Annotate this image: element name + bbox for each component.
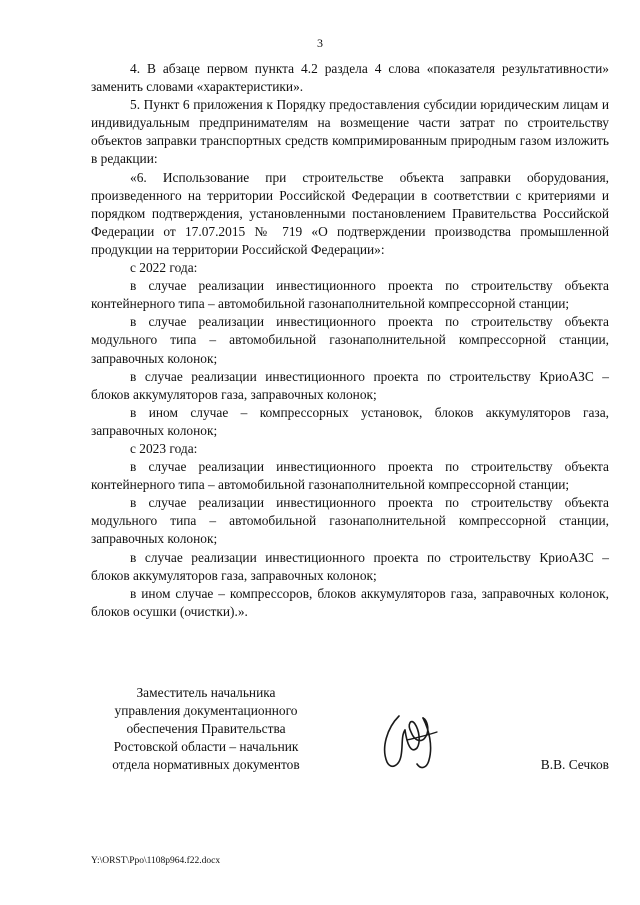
paragraph-2023-modular: в случае реализации инвестиционного проекта по строительству объекта модульного типа – автомобильной газонаполнительной компрессорной станции, заправочных колонок;	[91, 495, 609, 547]
paragraph-2022-container: в случае реализации инвестиционного проекта по строительству объекта контейнерного типа – автомобильной газонаполнительной компрессорной станции;	[91, 278, 609, 312]
signer-title	[91, 684, 321, 774]
paragraph-item-5: 5. Пункт 6 приложения к Порядку предоставления субсидии юридическим лицам и индивидуальным предпринимателям на возмещение части затрат по строительству объектов заправки транспортных средств компримированным природным газом изложить в редакции:	[91, 97, 609, 167]
file-path: Y:\ORST\Ppo\1108p964.f22.docx	[91, 856, 221, 866]
signer-title-line: обеспечения Правительства	[126, 721, 286, 737]
paragraph-2023-crio: в случае реализации инвестиционного проекта по строительству КриоАЗС – блоков аккумуляторов газа, заправочных колонок;	[91, 549, 609, 583]
paragraph-from-2023: с 2023 года:	[130, 440, 198, 456]
paragraph-item-4: 4. В абзаце первом пункта 4.2 раздела 4 слова «показателя результативности» заменить словами «характеристики».	[91, 61, 609, 95]
page-number: 3	[317, 36, 323, 50]
signature-block	[91, 684, 609, 794]
signer-title-line: управления документационного	[114, 703, 298, 719]
paragraph-2023-other: в ином случае – компрессоров, блоков аккумуляторов газа, заправочных колонок, блоков осушки (очистки).».	[91, 585, 609, 619]
paragraph-from-2022: с 2022 года:	[130, 260, 198, 276]
signer-title-line: Ростовской области – начальник	[113, 739, 299, 755]
document-body	[91, 60, 609, 621]
paragraph-quoted-item-6: «6. Использование при строительстве объекта заправки оборудования, произведенного на территории Российской Федерации в соответствии с критериями и порядком подтверждения, установленными постановлением Правительства Российской Федерации от 17.07.2015 № 719 «О подтверждении производства промышленной продукции на территории Российской Федерации»:	[91, 169, 609, 257]
signer-name: В.В. Сечков	[540, 757, 609, 772]
paragraph-2023-container: в случае реализации инвестиционного проекта по строительству объекта контейнерного типа – автомобильной газонаполнительной компрессорной станции;	[91, 459, 609, 493]
paragraph-2022-other: в ином случае – компрессорных установок, блоков аккумуляторов газа, заправочных колонок;	[91, 404, 609, 438]
signer-title-line: Заместитель начальника	[136, 685, 276, 700]
signer-title-line: отдела нормативных документов	[112, 757, 300, 773]
handwritten-signature	[377, 710, 443, 774]
paragraph-2022-crio: в случае реализации инвестиционного проекта по строительству КриоАЗС – блоков аккумуляторов газа, заправочных колонок;	[91, 368, 609, 402]
paragraph-2022-modular: в случае реализации инвестиционного проекта по строительству объекта модульного типа – автомобильной газонаполнительной компрессорной станции, заправочных колонок;	[91, 314, 609, 366]
